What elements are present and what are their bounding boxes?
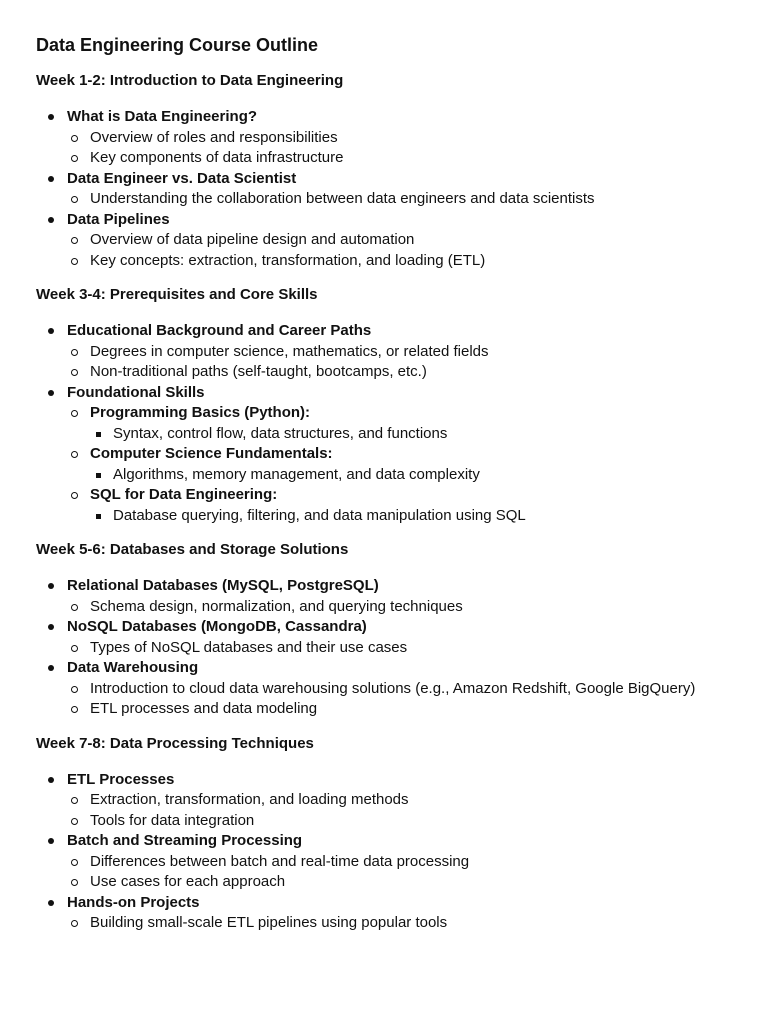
subtopic-label: Tools for data integration xyxy=(90,811,255,829)
subtopic-label: Differences between batch and real-time data processing xyxy=(90,852,470,870)
topic-label: NoSQL Databases (MongoDB, Cassandra) xyxy=(67,618,367,635)
subtopic-label: Building small-scale ETL pipelines using popular tools xyxy=(90,914,448,931)
topic-label: Relational Databases (MySQL, PostgreSQL) xyxy=(67,577,379,594)
topic-label: Hands-on Projects xyxy=(67,893,200,911)
topic-label: Data Pipelines xyxy=(67,210,170,228)
subtopic-item xyxy=(67,872,732,893)
week-section xyxy=(36,285,732,526)
topic-item xyxy=(36,770,732,832)
subtopic-list xyxy=(67,189,732,210)
topic-item xyxy=(36,893,732,934)
subtopic-label: Computer Science Fundamentals: xyxy=(90,445,333,462)
subtopic-label: SQL for Data Engineering: xyxy=(90,486,278,503)
week-section xyxy=(36,540,732,720)
subtopic-list xyxy=(67,230,732,271)
topic-list xyxy=(36,321,732,526)
week-section xyxy=(36,734,732,934)
subtopic-list xyxy=(67,852,732,893)
subtopic-list xyxy=(67,597,732,618)
subtopic-label: Types of NoSQL databases and their use cases xyxy=(90,638,408,656)
topic-item xyxy=(36,383,732,527)
detail-list xyxy=(90,506,732,527)
weeks-container xyxy=(36,71,732,934)
subtopic-item xyxy=(67,852,732,873)
subtopic-item xyxy=(67,251,732,272)
subtopic-label: Key components of data infrastructure xyxy=(90,149,344,166)
subtopic-label: Programming Basics (Python): xyxy=(90,404,311,421)
subtopic-item xyxy=(67,913,732,934)
subtopic-label: Overview of data pipeline design and automation xyxy=(90,231,415,248)
subtopic-list xyxy=(67,679,732,720)
week-section xyxy=(36,71,732,271)
subtopic-list xyxy=(67,342,732,383)
detail-list xyxy=(90,424,732,445)
topic-label: Data Engineer vs. Data Scientist xyxy=(67,169,297,187)
subtopic-item xyxy=(67,811,732,832)
subtopic-item xyxy=(67,342,732,363)
subtopic-label: Schema design, normalization, and querying techniques xyxy=(90,597,463,615)
subtopic-item xyxy=(67,679,732,700)
subtopic-list xyxy=(67,790,732,831)
topic-list xyxy=(36,770,732,934)
subtopic-item xyxy=(67,638,732,659)
topic-item xyxy=(36,210,732,272)
topic-item xyxy=(36,658,732,720)
topic-item xyxy=(36,169,732,210)
topic-item xyxy=(36,831,732,893)
subtopic-item xyxy=(67,230,732,251)
detail-list xyxy=(90,465,732,486)
week-heading: Week 1-2: Introduction to Data Engineering xyxy=(36,72,344,89)
week-heading: Week 7-8: Data Processing Techniques xyxy=(36,734,314,752)
topic-label: Educational Background and Career Paths xyxy=(67,322,372,339)
topic-item xyxy=(36,107,732,169)
subtopic-item xyxy=(67,362,732,383)
subtopic-label: ETL processes and data modeling xyxy=(90,700,318,717)
detail-item xyxy=(90,506,732,527)
topic-item xyxy=(36,617,732,658)
subtopic-list xyxy=(67,403,732,526)
subtopic-label: Key concepts: extraction, transformation, and loading (ETL) xyxy=(90,251,486,269)
subtopic-item xyxy=(67,597,732,618)
document-title: Data Engineering Course Outline xyxy=(36,35,319,55)
subtopic-item xyxy=(67,148,732,169)
detail-item xyxy=(90,465,732,486)
week-heading: Week 3-4: Prerequisites and Core Skills xyxy=(36,286,318,303)
detail-item xyxy=(90,424,732,445)
subtopic-label: Non-traditional paths (self-taught, bootcamps, etc.) xyxy=(90,363,427,380)
subtopic-item xyxy=(67,699,732,720)
topic-label: Data Warehousing xyxy=(67,659,199,676)
subtopic-list xyxy=(67,638,732,659)
subtopic-item xyxy=(67,128,732,149)
subtopic-list xyxy=(67,913,732,934)
subtopic-label: Degrees in computer science, mathematics, or related fields xyxy=(90,342,489,360)
topic-list xyxy=(36,107,732,271)
subtopic-item xyxy=(67,485,732,526)
topic-item xyxy=(36,576,732,617)
detail-label: Algorithms, memory management, and data complexity xyxy=(113,465,480,483)
detail-label: Syntax, control flow, data structures, and functions xyxy=(113,424,448,442)
week-heading: Week 5-6: Databases and Storage Solutions xyxy=(36,541,349,558)
subtopic-item xyxy=(67,189,732,210)
detail-label: Database querying, filtering, and data manipulation using SQL xyxy=(113,506,526,524)
topic-label: Batch and Streaming Processing xyxy=(67,832,303,849)
subtopic-label: Extraction, transformation, and loading methods xyxy=(90,791,409,808)
subtopic-list xyxy=(67,128,732,169)
topic-label: What is Data Engineering? xyxy=(67,108,258,125)
subtopic-label: Understanding the collaboration between data engineers and data scientists xyxy=(90,190,595,207)
subtopic-label: Overview of roles and responsibilities xyxy=(90,128,338,146)
topic-label: ETL Processes xyxy=(67,770,175,788)
subtopic-label: Introduction to cloud data warehousing solutions (e.g., Amazon Redshift, Google BigQuery) xyxy=(90,679,696,697)
subtopic-item xyxy=(67,790,732,811)
subtopic-label: Use cases for each approach xyxy=(90,873,286,890)
subtopic-item xyxy=(67,444,732,485)
topic-list xyxy=(36,576,732,720)
subtopic-item xyxy=(67,403,732,444)
topic-item xyxy=(36,321,732,383)
topic-label: Foundational Skills xyxy=(67,383,205,401)
